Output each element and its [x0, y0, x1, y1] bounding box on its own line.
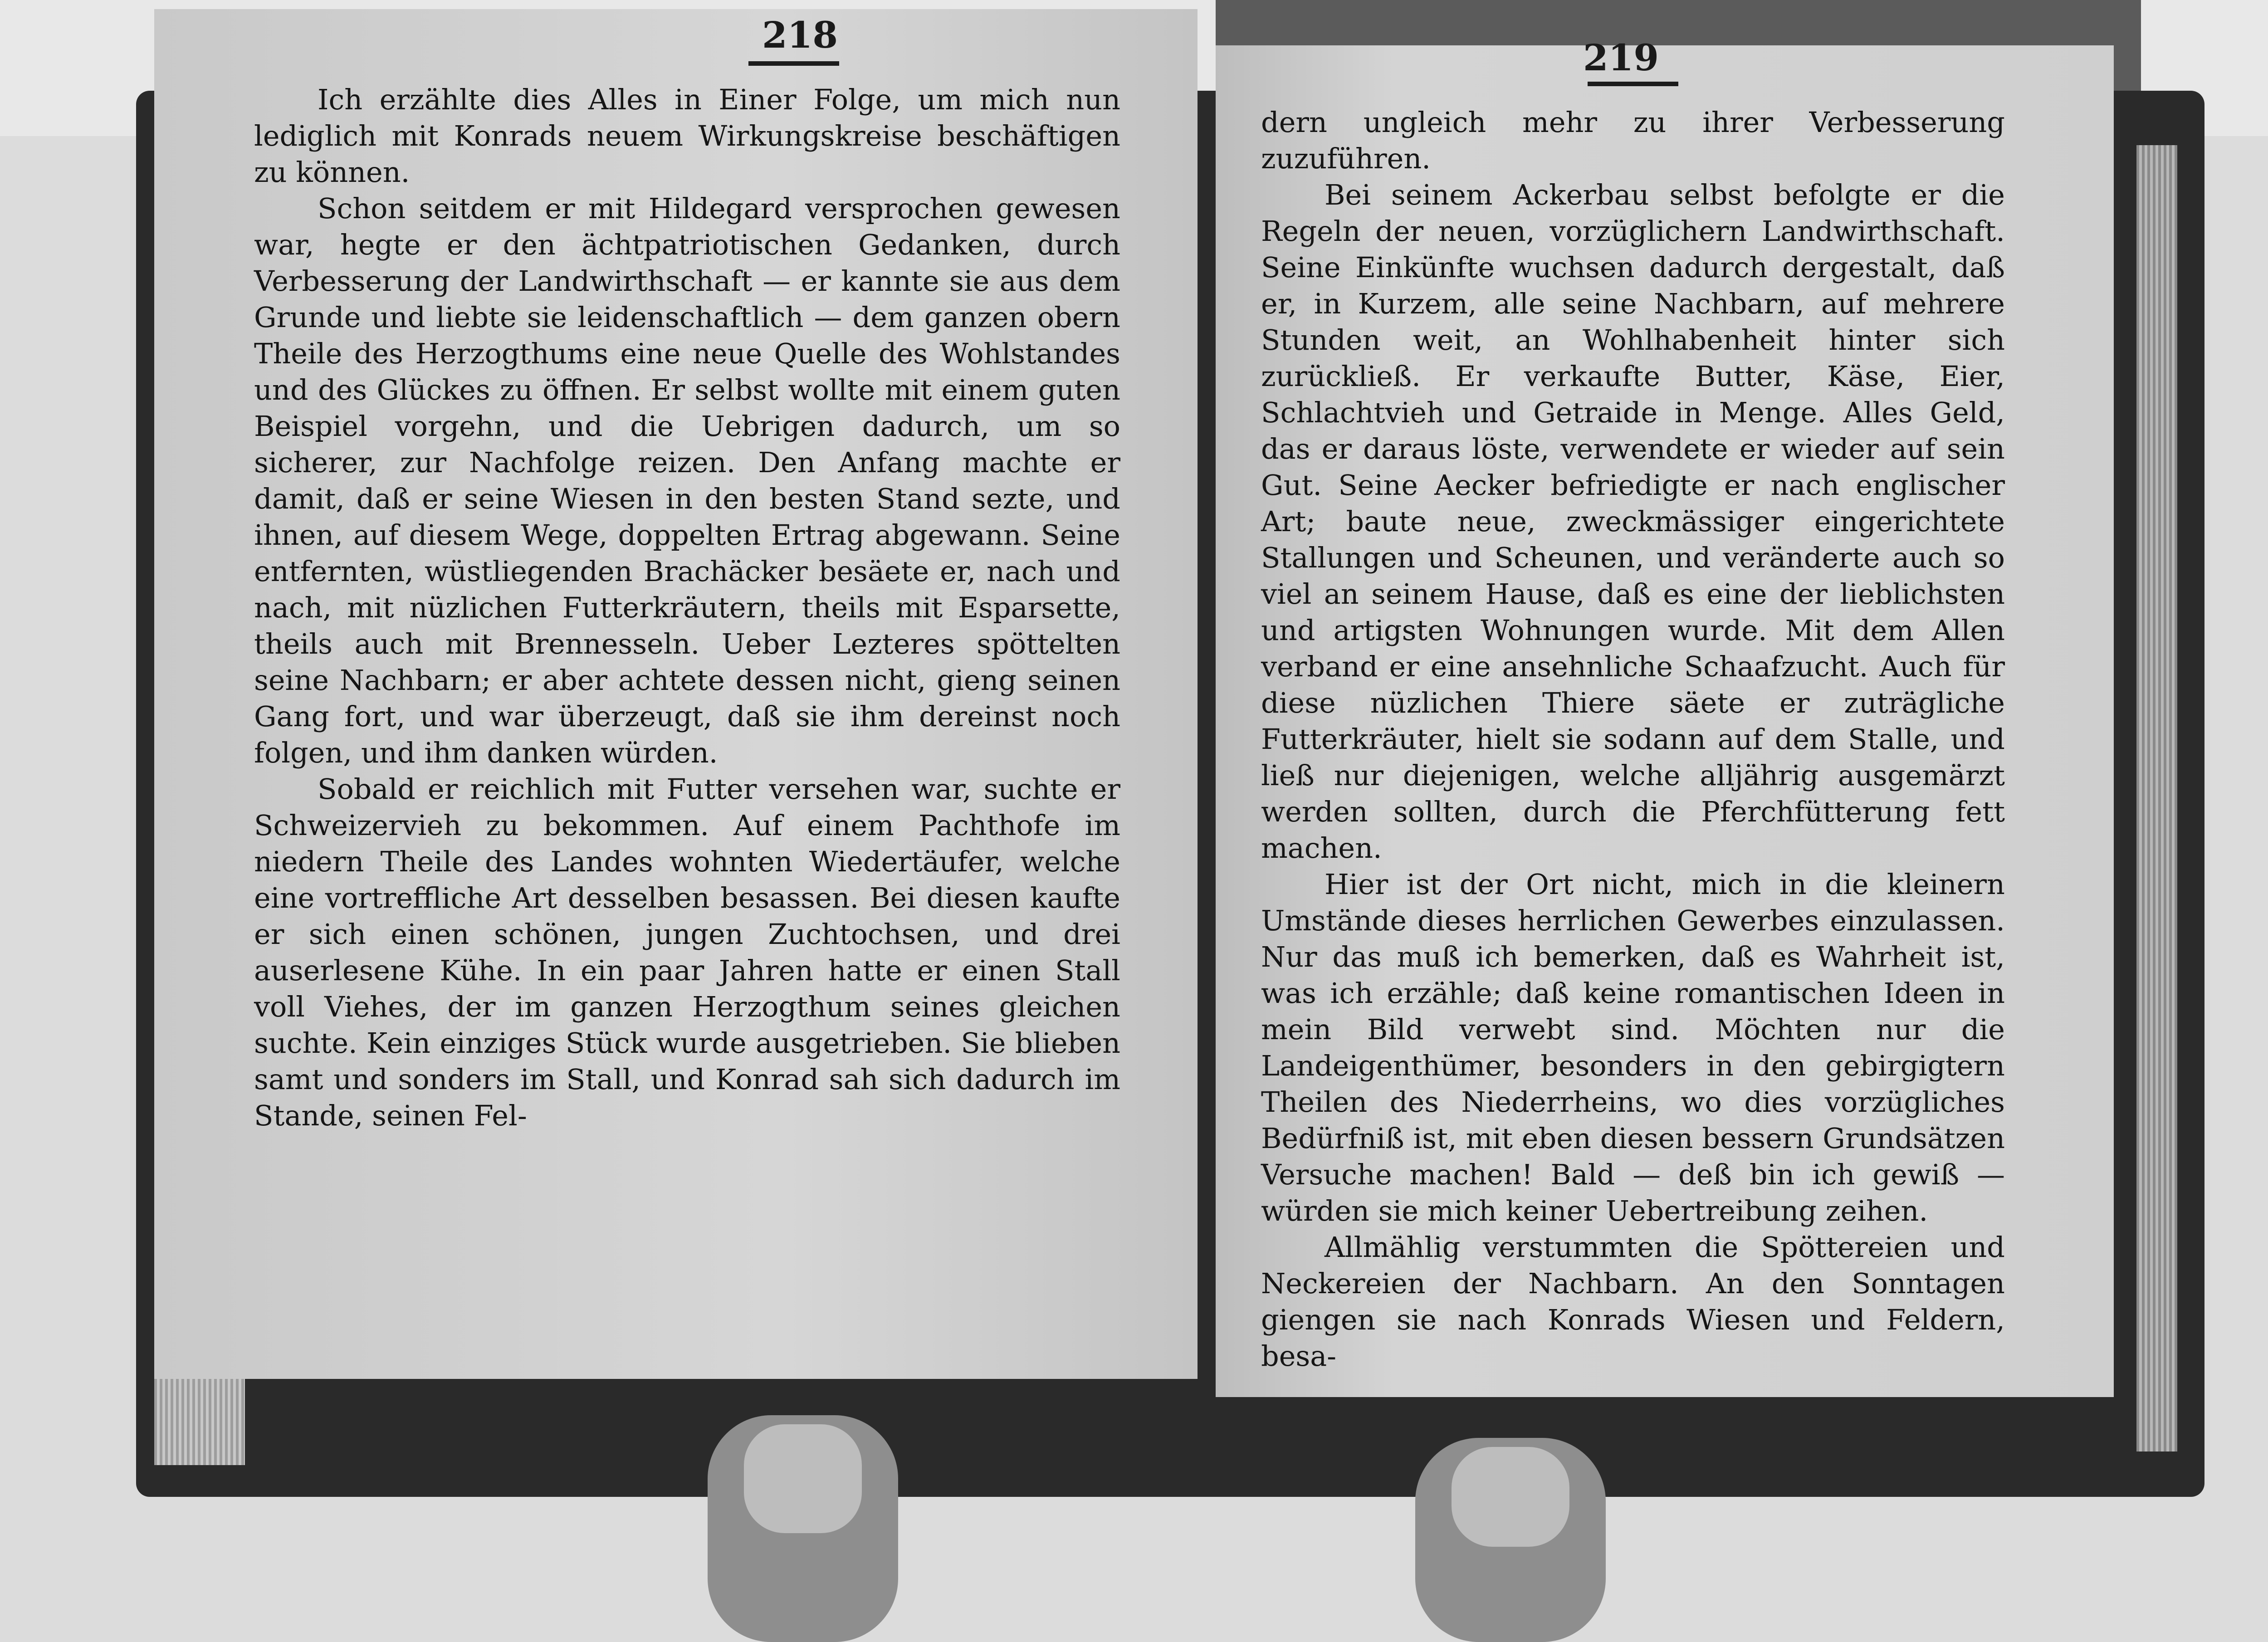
page-edges-right	[2136, 145, 2177, 1451]
left-page-number: 218	[762, 14, 838, 56]
right-thumbnail	[1452, 1447, 1569, 1547]
left-page-rule	[748, 61, 839, 66]
right-paragraph-4: Allmählig verstummten die Spöttereien und Neckereien der Nachbarn. An den Sonntagen giengen sie nach Konrads Wiesen und Feldern, besa-	[1261, 1231, 2005, 1373]
left-page	[154, 9, 1198, 1379]
left-thumbnail	[744, 1424, 862, 1533]
left-page-text	[254, 82, 1120, 1134]
right-page	[1216, 36, 2114, 1397]
left-paragraph-3: Sobald er reichlich mit Futter versehen war, suchte er Schweizervieh zu bekommen. Auf einem Pachthofe im niedern Theile des Landes wohnten Wiedertäufer, welche eine vortreffliche Art desselben besassen. Bei diesen kaufte er sich einen schönen, jungen Zuchtochsen, und drei auserlesene Kühe. In ein paar Jahren hatte er einen Stall voll Viehes, der im ganzen Herzogthum seines gleichen suchte. Kein einziges Stück wurde ausgetrieben. Sie blieben samt und sonders im Stall, und Konrad sah sich dadurch im Stande, seinen Fel-	[254, 772, 1120, 1132]
right-page-text	[1261, 104, 2005, 1374]
right-paragraph-1: dern ungleich mehr zu ihrer Verbesserung zuzuführen.	[1261, 106, 2005, 175]
left-paragraph-2: Schon seitdem er mit Hildegard versprochen gewesen war, hegte er den ächtpatriotischen Gedanken, durch Verbesserung der Landwirthschaft — er kannte sie aus dem Grunde und liebte sie leidenschaftlich — dem ganzen obern Theile des Herzogthums eine neue Quelle des Wohlstandes und des Glückes zu öffnen. Er selbst wollte mit einem guten Beispiel vorgehn, und die Uebrigen dadurch, um so sicherer, zur Nachfolge reizen. Den Anfang machte er damit, daß er seine Wiesen in den besten Stand sezte, und ihnen, auf diesem Wege, doppelten Ertrag abgewann. Seine entfernten, wüstliegenden Brachäcker besäete er, nach und nach, mit nüzlichen Futterkräutern, theils mit Esparsette, theils auch mit Brennesseln. Ueber Lezteres spöttelten seine Nachbarn; er aber achtete dessen nicht, gieng seinen Gang fort, und war überzeugt, daß sie ihm dereinst noch folgen, und ihm danken würden.	[254, 192, 1120, 769]
left-paragraph-1: Ich erzählte dies Alles in Einer Folge, um mich nun lediglich mit Konrads neuem Wirkungskreise beschäftigen zu können.	[254, 83, 1120, 189]
right-paragraph-3: Hier ist der Ort nicht, mich in die kleinern Umstände dieses herrlichen Gewerbes einzulassen. Nur das muß ich bemerken, daß es Wahrheit ist, was ich erzähle; daß keine romantischen Ideen in mein Bild verwebt sind. Möchten nur die Landeigenthümer, besonders in den gebirgigtern Theilen des Niederrheins, wo dies vorzügliches Bedürfniß ist, mit eben diesen bessern Grundsätzen Versuche machen! Bald — deß bin ich gewiß — würden sie mich keiner Uebertreibung zeihen.	[1261, 868, 2005, 1227]
right-paragraph-2: Bei seinem Ackerbau selbst befolgte er die Regeln der neuen, vorzüglichern Landwirthschaft. Seine Einkünfte wuchsen dadurch dergestalt, daß er, in Kurzem, alle seine Nachbarn, auf mehrere Stunden weit, an Wohlhabenheit hinter sich zurückließ. Er verkaufte Butter, Käse, Eier, Schlachtvieh und Getraide in Menge. Alles Geld, das er daraus löste, verwendete er wieder auf sein Gut. Seine Aecker befriedigte er nach englischer Art; baute neue, zweckmässiger eingerichtete Stallungen und Scheunen, und veränderte auch so viel an seinem Hause, daß es eine der lieblichsten und artigsten Wohnungen wurde. Mit dem Allen verband er eine ansehnliche Schaafzucht. Auch für diese nüzlichen Thiere säete er zuträgliche Futterkräuter, hielt sie sodann auf dem Stalle, und ließ nur diejenigen, welche alljährig ausgemärzt werden sollten, durch die Pferchfütterung fett machen.	[1261, 178, 2005, 865]
right-page-rule	[1588, 82, 1678, 86]
right-page-number: 219	[1583, 36, 1659, 79]
